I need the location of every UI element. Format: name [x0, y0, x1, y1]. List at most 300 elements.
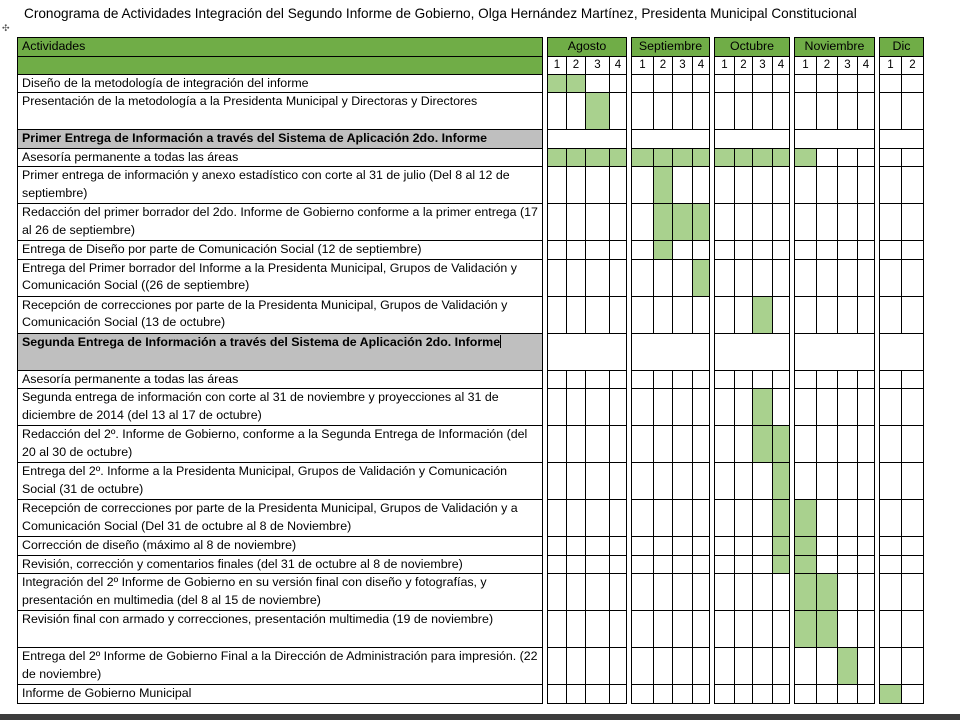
week-cell: [610, 389, 627, 426]
week-cell: [817, 463, 838, 500]
week-cell: [632, 389, 654, 426]
week-cell: [567, 93, 586, 130]
gantt-bar-cell: [773, 148, 790, 167]
gantt-bar-cell: [838, 648, 858, 685]
week-cell: [880, 204, 902, 241]
week-cell: [735, 389, 753, 426]
activity-text: Revisión, corrección y comentarios finales (del 31 de octubre al 8 de noviembre): [22, 556, 463, 571]
week-cell: [567, 389, 586, 426]
week-cell: [715, 537, 735, 556]
week-cell: [567, 611, 586, 648]
week-cell: [654, 555, 673, 574]
document-title: Cronograma de Actividades Integración del Segundo Informe de Gobierno, Olga Hernández Martínez, Presidenta Municipal Constitucional: [24, 6, 857, 21]
week-cell: [567, 685, 586, 704]
week-cell: [773, 93, 790, 130]
week-cell: [880, 611, 902, 648]
week-cell: [654, 130, 673, 149]
week-cell: [610, 685, 627, 704]
task-row: [18, 537, 924, 556]
week-cell: [773, 296, 790, 333]
gantt-bar-cell: [632, 148, 654, 167]
week-cell: [735, 463, 753, 500]
week-cell: [715, 648, 735, 685]
week-cell: [902, 611, 924, 648]
week-cell: [817, 555, 838, 574]
week-cell: [902, 93, 924, 130]
week-cell: [673, 389, 693, 426]
week-cell: [817, 426, 838, 463]
week-cell: [902, 537, 924, 556]
week-cell: [567, 241, 586, 260]
task-row: [18, 296, 924, 333]
gantt-bar-cell: [773, 463, 790, 500]
gantt-bar-cell: [753, 426, 773, 463]
week-cell: [586, 259, 610, 296]
gantt-bar-cell: [610, 148, 627, 167]
week-cell: [735, 296, 753, 333]
task-row: [18, 463, 924, 500]
week-cell: [838, 611, 858, 648]
week-cell: [715, 685, 735, 704]
week-cell: [610, 370, 627, 389]
gantt-bar-cell: [773, 537, 790, 556]
week-cell: [817, 93, 838, 130]
week-cell: [858, 648, 875, 685]
week-cell: [753, 463, 773, 500]
week-cell: [715, 463, 735, 500]
week-cell: [817, 333, 838, 370]
week-cell: [880, 426, 902, 463]
week-cell: [795, 167, 817, 204]
week-cell: [773, 241, 790, 260]
week-cell: [902, 259, 924, 296]
week-cell: [858, 389, 875, 426]
week-cell: [880, 463, 902, 500]
week-cell: [632, 333, 654, 370]
week-cell: [753, 93, 773, 130]
week-number: 1: [795, 56, 817, 74]
activity-label: [18, 426, 543, 463]
week-cell: [610, 74, 627, 93]
week-cell: [654, 74, 673, 93]
week-number: 4: [858, 56, 875, 74]
week-cell: [817, 500, 838, 537]
week-cell: [858, 130, 875, 149]
week-cell: [586, 204, 610, 241]
gantt-bar-cell: [753, 148, 773, 167]
week-cell: [858, 426, 875, 463]
week-cell: [735, 370, 753, 389]
activity-text: Corrección de diseño (máximo al 8 de noviembre): [22, 538, 297, 552]
week-cell: [693, 296, 710, 333]
week-cell: [880, 333, 902, 370]
week-cell: [753, 370, 773, 389]
week-cell: [858, 500, 875, 537]
gantt-bar-cell: [654, 204, 673, 241]
week-cell: [693, 130, 710, 149]
week-cell: [715, 204, 735, 241]
week-cell: [548, 685, 567, 704]
activity-text: Asesoría permanente a todas las áreas: [22, 371, 239, 386]
activity-text: Diseño de la metodología de integración del informe: [22, 75, 309, 90]
week-cell: [773, 574, 790, 611]
gantt-bar-cell: [795, 574, 817, 611]
week-cell: [795, 296, 817, 333]
week-cell: [715, 259, 735, 296]
week-cell: [753, 574, 773, 611]
gantt-bar-cell: [753, 389, 773, 426]
week-cell: [735, 167, 753, 204]
week-cell: [715, 130, 735, 149]
week-cell: [838, 389, 858, 426]
week-cell: [610, 611, 627, 648]
week-cell: [773, 74, 790, 93]
activity-label: [18, 167, 543, 204]
activity-label: [18, 389, 543, 426]
week-cell: [858, 370, 875, 389]
activity-text: Entrega del 2º. Informe a la Presidenta Municipal, Grupos de Validación y Comunicación Social (31 de octubre): [22, 464, 508, 496]
week-cell: [610, 500, 627, 537]
week-cell: [902, 296, 924, 333]
gantt-bar-cell: [773, 426, 790, 463]
week-cell: [880, 537, 902, 556]
week-cell: [567, 463, 586, 500]
week-cell: [880, 74, 902, 93]
week-cell: [693, 333, 710, 370]
week-cell: [567, 537, 586, 556]
week-cell: [586, 574, 610, 611]
week-cell: [610, 426, 627, 463]
week-cell: [632, 93, 654, 130]
week-cell: [858, 611, 875, 648]
week-cell: [548, 463, 567, 500]
week-cell: [773, 370, 790, 389]
week-cell: [902, 389, 924, 426]
activity-text: Recepción de correcciones por parte de la Presidenta Municipal, Grupos de Validación y a Comunicación Social (Del 31 de octubre al 8 de Noviembre): [22, 501, 518, 533]
week-cell: [632, 204, 654, 241]
week-cell: [838, 333, 858, 370]
week-cell: [902, 555, 924, 574]
activity-label: [18, 296, 543, 333]
section-label: [18, 130, 543, 149]
week-cell: [715, 241, 735, 260]
week-cell: [735, 204, 753, 241]
week-cell: [715, 574, 735, 611]
week-cell: [753, 648, 773, 685]
week-cell: [735, 426, 753, 463]
week-cell: [632, 426, 654, 463]
week-cell: [817, 648, 838, 685]
week-cell: [880, 296, 902, 333]
week-cell: [715, 611, 735, 648]
week-cell: [735, 648, 753, 685]
task-row: [18, 611, 924, 648]
week-cell: [567, 500, 586, 537]
week-cell: [654, 259, 673, 296]
activity-label: [18, 370, 543, 389]
week-cell: [858, 148, 875, 167]
activity-label: [18, 685, 543, 704]
week-cell: [548, 333, 567, 370]
week-cell: [773, 204, 790, 241]
week-cell: [902, 574, 924, 611]
week-cell: [610, 296, 627, 333]
week-cell: [567, 426, 586, 463]
week-cell: [548, 93, 567, 130]
week-number: 2: [902, 56, 924, 74]
week-cell: [817, 296, 838, 333]
week-cell: [654, 611, 673, 648]
month-header-octubre: Octubre: [715, 38, 790, 57]
task-row: [18, 389, 924, 426]
week-number: 2: [654, 56, 673, 74]
task-row: [18, 370, 924, 389]
week-cell: [858, 333, 875, 370]
task-row: [18, 93, 924, 130]
week-number: 3: [838, 56, 858, 74]
week-cell: [735, 611, 753, 648]
week-cell: [858, 74, 875, 93]
week-cell: [753, 537, 773, 556]
week-cell: [817, 148, 838, 167]
week-cell: [880, 574, 902, 611]
week-cell: [902, 685, 924, 704]
week-cell: [858, 555, 875, 574]
gantt-bar-cell: [753, 296, 773, 333]
week-cell: [753, 555, 773, 574]
week-cell: [567, 555, 586, 574]
week-cell: [654, 463, 673, 500]
week-cell: [817, 389, 838, 426]
week-cell: [673, 93, 693, 130]
week-cell: [838, 685, 858, 704]
activity-label: [18, 611, 543, 648]
gantt-bar-cell: [795, 537, 817, 556]
activity-label: [18, 241, 543, 260]
week-cell: [838, 259, 858, 296]
gantt-bar-cell: [693, 259, 710, 296]
week-cell: [773, 685, 790, 704]
week-cell: [817, 130, 838, 149]
week-cell: [632, 241, 654, 260]
gantt-bar-cell: [548, 74, 567, 93]
week-cell: [586, 241, 610, 260]
week-cell: [693, 241, 710, 260]
week-cell: [610, 259, 627, 296]
week-cell: [880, 130, 902, 149]
week-cell: [902, 426, 924, 463]
week-cell: [753, 241, 773, 260]
week-cell: [654, 93, 673, 130]
week-cell: [773, 167, 790, 204]
week-cell: [735, 574, 753, 611]
gantt-bar-cell: [654, 148, 673, 167]
gantt-bar-cell: [880, 685, 902, 704]
week-number: 1: [632, 56, 654, 74]
week-cell: [880, 389, 902, 426]
week-cell: [586, 370, 610, 389]
gantt-bar-cell: [795, 555, 817, 574]
week-cell: [693, 648, 710, 685]
week-cell: [610, 241, 627, 260]
task-row: [18, 148, 924, 167]
week-cell: [858, 93, 875, 130]
activity-text: Recepción de correcciones por parte de la Presidenta Municipal, Grupos de Validación y Comunicación Social (13 de octubre): [22, 297, 508, 329]
table-move-handle-icon[interactable]: ✣: [2, 24, 10, 34]
week-cell: [880, 370, 902, 389]
week-cell: [610, 130, 627, 149]
week-cell: [632, 130, 654, 149]
week-cell: [902, 167, 924, 204]
week-cell: [610, 204, 627, 241]
activity-label: [18, 204, 543, 241]
week-cell: [654, 500, 673, 537]
week-cell: [586, 537, 610, 556]
week-cell: [715, 555, 735, 574]
week-cell: [838, 148, 858, 167]
gantt-bar-cell: [715, 148, 735, 167]
week-cell: [735, 537, 753, 556]
month-header-septiembre: Septiembre: [632, 38, 710, 57]
week-cell: [795, 370, 817, 389]
week-cell: [654, 389, 673, 426]
week-number: 2: [567, 56, 586, 74]
week-cell: [858, 537, 875, 556]
week-cell: [693, 611, 710, 648]
week-cell: [773, 259, 790, 296]
week-cell: [880, 241, 902, 260]
activity-label: [18, 259, 543, 296]
week-cell: [817, 259, 838, 296]
gantt-bar-cell: [673, 204, 693, 241]
week-cell: [693, 426, 710, 463]
activity-text: Presentación de la metodología a la Presidenta Municipal y Directoras y Directores: [22, 94, 478, 108]
week-cell: [610, 648, 627, 685]
week-cell: [567, 648, 586, 685]
activity-label: [18, 555, 543, 574]
week-cell: [735, 93, 753, 130]
activity-text: Redacción del primer borrador del 2do. Informe de Gobierno conforme a la primer entrega (17 al 26 de septiembre): [22, 205, 538, 237]
week-cell: [858, 574, 875, 611]
activity-text: Entrega del Primer borrador del Informe a la Presidenta Municipal, Grupos de Validación y Comunicación Social ((26 de septiembre): [22, 260, 517, 292]
gantt-bar-cell: [773, 500, 790, 537]
week-cell: [548, 537, 567, 556]
week-cell: [753, 167, 773, 204]
gantt-bar-cell: [567, 74, 586, 93]
week-cell: [715, 74, 735, 93]
week-cell: [795, 685, 817, 704]
week-cell: [586, 555, 610, 574]
week-cell: [586, 389, 610, 426]
week-cell: [715, 93, 735, 130]
week-cell: [567, 204, 586, 241]
week-cell: [654, 370, 673, 389]
activity-label: [18, 74, 543, 93]
week-cell: [673, 463, 693, 500]
week-cell: [773, 389, 790, 426]
gantt-bar-cell: [567, 148, 586, 167]
week-cell: [693, 167, 710, 204]
week-cell: [795, 389, 817, 426]
week-cell: [632, 611, 654, 648]
week-cell: [858, 241, 875, 260]
week-cell: [838, 574, 858, 611]
week-cell: [673, 241, 693, 260]
week-cell: [548, 370, 567, 389]
week-cell: [548, 555, 567, 574]
activity-label: [18, 93, 543, 130]
week-cell: [654, 333, 673, 370]
week-cell: [753, 500, 773, 537]
week-number: 1: [880, 56, 902, 74]
week-cell: [902, 204, 924, 241]
task-row: [18, 426, 924, 463]
week-cell: [693, 93, 710, 130]
week-cell: [673, 685, 693, 704]
week-cell: [902, 74, 924, 93]
week-cell: [693, 389, 710, 426]
week-cell: [586, 685, 610, 704]
week-cell: [838, 204, 858, 241]
week-cell: [838, 93, 858, 130]
week-cell: [735, 74, 753, 93]
task-row: [18, 259, 924, 296]
week-cell: [673, 333, 693, 370]
week-cell: [795, 259, 817, 296]
week-cell: [693, 74, 710, 93]
week-cell: [586, 611, 610, 648]
activity-text: Informe de Gobierno Municipal: [22, 686, 192, 700]
week-cell: [715, 167, 735, 204]
week-cell: [586, 130, 610, 149]
week-cell: [610, 574, 627, 611]
week-cell: [902, 463, 924, 500]
week-cell: [693, 463, 710, 500]
gantt-bar-cell: [795, 500, 817, 537]
week-cell: [753, 685, 773, 704]
week-cell: [858, 259, 875, 296]
week-cell: [548, 259, 567, 296]
activities-header: Actividades: [18, 38, 543, 57]
week-number: 1: [715, 56, 735, 74]
header-months-row: [18, 38, 924, 57]
week-cell: [735, 130, 753, 149]
week-cell: [753, 259, 773, 296]
week-cell: [632, 167, 654, 204]
activity-text: Entrega del 2º Informe de Gobierno Final a la Dirección de Administración para impresión. (22 de noviembre): [22, 649, 538, 681]
gantt-bar-cell: [548, 148, 567, 167]
week-cell: [673, 370, 693, 389]
week-cell: [753, 204, 773, 241]
week-cell: [715, 333, 735, 370]
week-cell: [735, 555, 753, 574]
week-cell: [735, 685, 753, 704]
week-cell: [902, 333, 924, 370]
week-cell: [548, 426, 567, 463]
week-cell: [673, 555, 693, 574]
week-cell: [567, 370, 586, 389]
week-cell: [715, 500, 735, 537]
week-cell: [902, 648, 924, 685]
week-cell: [567, 574, 586, 611]
week-cell: [838, 167, 858, 204]
week-cell: [632, 296, 654, 333]
week-cell: [858, 685, 875, 704]
task-row: [18, 555, 924, 574]
month-header-noviembre: Noviembre: [795, 38, 875, 57]
week-cell: [838, 463, 858, 500]
activity-label: [18, 537, 543, 556]
